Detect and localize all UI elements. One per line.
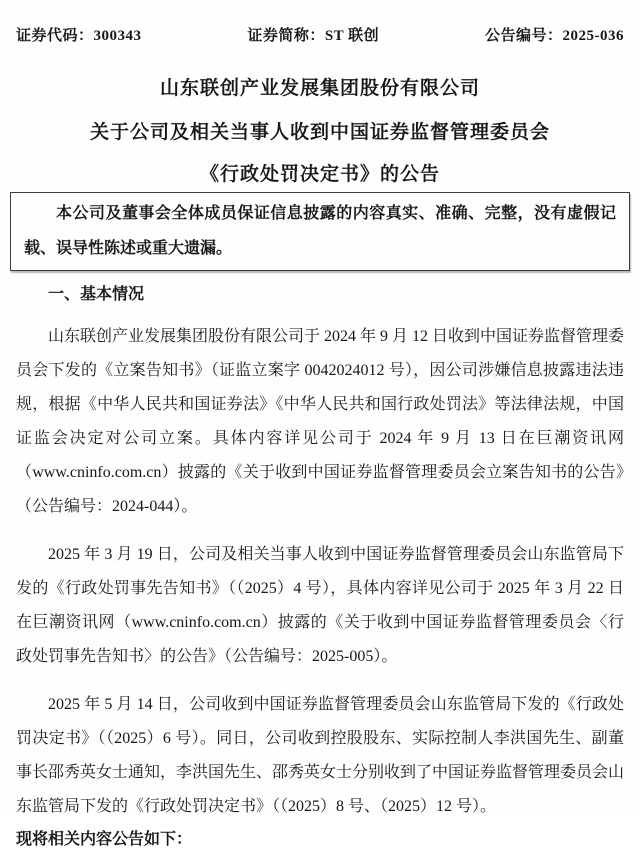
announcement-number: 公告编号：2025-036 [485, 28, 624, 44]
stock-code: 证券代码：300343 [16, 28, 142, 44]
body-paragraph-2: 2025 年 3 月 19 日，公司及相关当事人收到中国证券监督管理委员会山东监管局下发的《行政处罚事先告知书》（（2025）4 号），具体内容详见公司于 2025 年 3 月 22 日在巨潮资讯网（www.cninfo.com.cn）披露的《关于收到中国证券监督管理委员会〈行政处罚事先告知书〉的公告》（公告编号：2025-005）。 [16, 546, 624, 665]
declaration-text: 本公司及董事会全体成员保证信息披露的内容真实、准确、完整，没有虚假记载、误导性陈述或重大遗漏。 [24, 205, 616, 257]
stock-abbreviation: 证券简称：ST 联创 [247, 28, 380, 44]
closing-line: 现将相关内容公告如下： [16, 831, 193, 848]
header-meta-row [0, 0, 640, 46]
body-paragraph-1: 山东联创产业发展集团股份有限公司于 2024 年 9 月 12 日收到中国证券监督管理委员会下发的《立案告知书》（证监立案字 0042024012 号），因公司涉嫌信息披露违法违规，根据《中华人民共和国证券法》《中华人民共和国行政处罚法》等法律法规，中国证监会决定对公司立案。具体内容详见公司于 2024 年 9 月 13 日在巨潮资讯网（www.cninfo.com.cn）披露的《关于收到中国证券监督管理委员会立案告知书的公告》（公告编号：2024-044）。 [16, 328, 625, 515]
declaration-box [10, 192, 630, 271]
title-company-name: 山东联创产业发展集团股份有限公司 [159, 78, 480, 99]
section-heading-basic-info: 一、基本情况 [48, 286, 145, 303]
body-paragraph-3: 2025 年 5 月 14 日，公司收到中国证券监督管理委员会山东监管局下发的《行政处罚决定书》（（2025）6 号）。同日，公司收到控股股东、实际控制人李洪国先生、副董事长邵秀英女士通知，李洪国先生、邵秀英女士分别收到了中国证券监督管理委员会山东监管局下发的《行政处罚决定书》（（2025）8 号、（2025）12 号）。 [16, 696, 625, 815]
title-doc-type: 《行政处罚决定书》的公告 [199, 164, 440, 185]
title-subject-line: 关于公司及相关当事人收到中国证券监督管理委员会 [89, 122, 550, 143]
